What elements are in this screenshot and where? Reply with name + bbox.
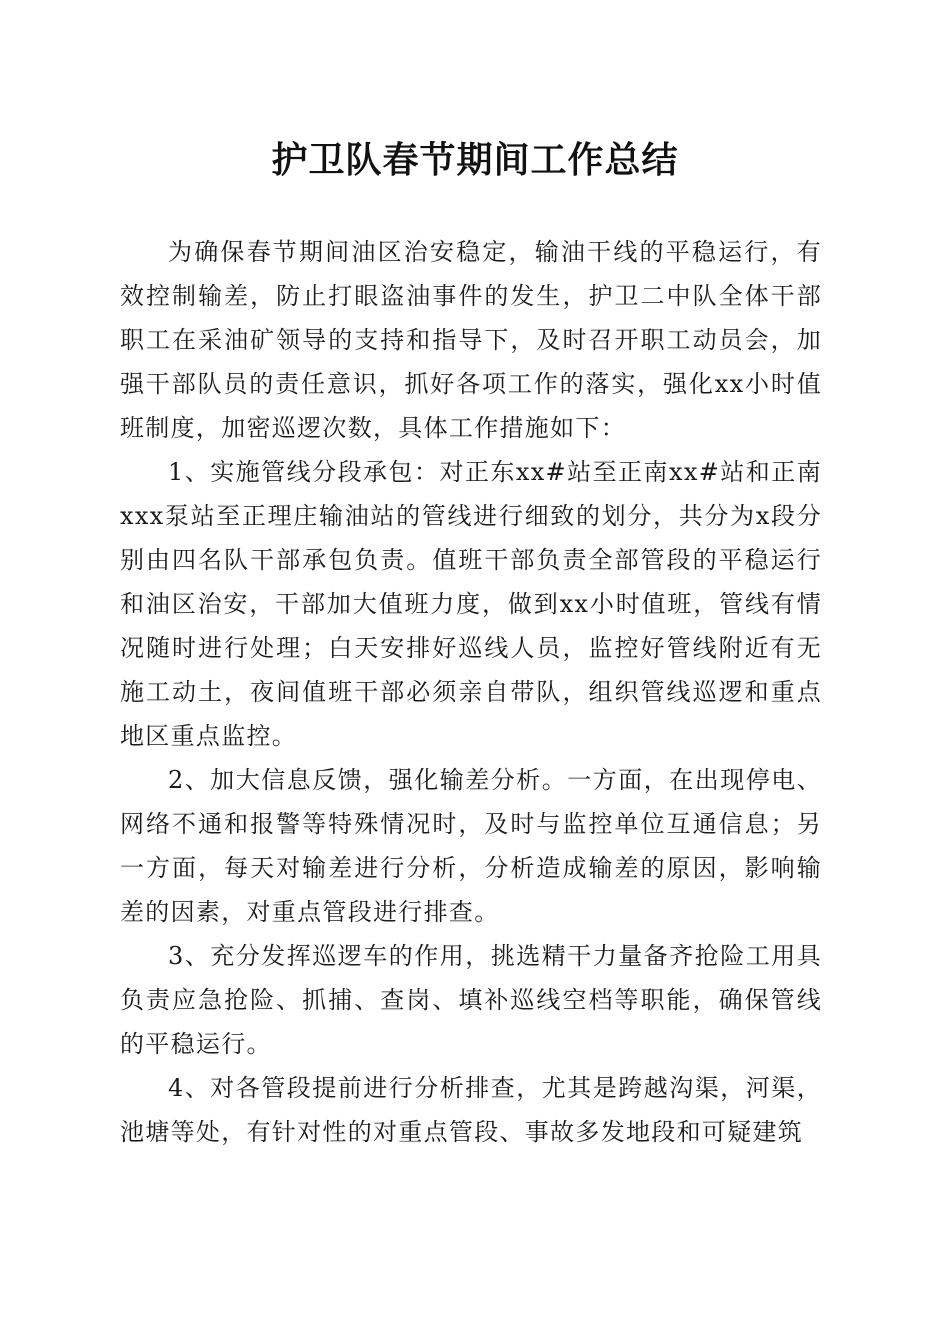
- paragraph-item-2: 2、加大信息反馈，强化输差分析。一方面，在出现停电、网络不通和报警等特殊情况时，及时与监控单位互通信息；另一方面，每天对输差进行分析，分析造成输差的原因，影响输差的因素，对重点管段进行排查。: [120, 766, 822, 926]
- paragraph-item-4: 4、对各管段提前进行分析排查，尤其是跨越沟渠，河渠，池塘等处，有针对性的对重点管段、事故多发地段和可疑建筑: [120, 1074, 822, 1146]
- document-title: 护卫队春节期间工作总结: [271, 139, 679, 181]
- paragraph-intro: 为确保春节期间油区治安稳定，输油干线的平稳运行，有效控制输差，防止打眼盗油事件的发生，护卫二中队全体干部职工在采油矿领导的支持和指导下，及时召开职工动员会，加强干部队员的责任意识，抓好各项工作的落实，强化xx小时值班制度，加密巡逻次数，具体工作措施如下：: [120, 238, 822, 442]
- document-body: [120, 230, 822, 1154]
- paragraph-item-1: 1、实施管线分段承包：对正东xx#站至正南xx#站和正南xxx泵站至正理庄输油站的管线进行细致的划分，共分为x段分别由四名队干部承包负责。值班干部负责全部管段的平稳运行和油区治安，干部加大值班力度，做到xx小时值班，管线有情况随时进行处理；白天安排好巡线人员，监控好管线附近有无施工动土，夜间值班干部必须亲自带队，组织管线巡逻和重点地区重点监控。: [120, 458, 822, 750]
- paragraph-item-3: 3、充分发挥巡逻车的作用，挑选精干力量备齐抢险工用具负责应急抢险、抓捕、查岗、填补巡线空档等职能，确保管线的平稳运行。: [120, 942, 822, 1058]
